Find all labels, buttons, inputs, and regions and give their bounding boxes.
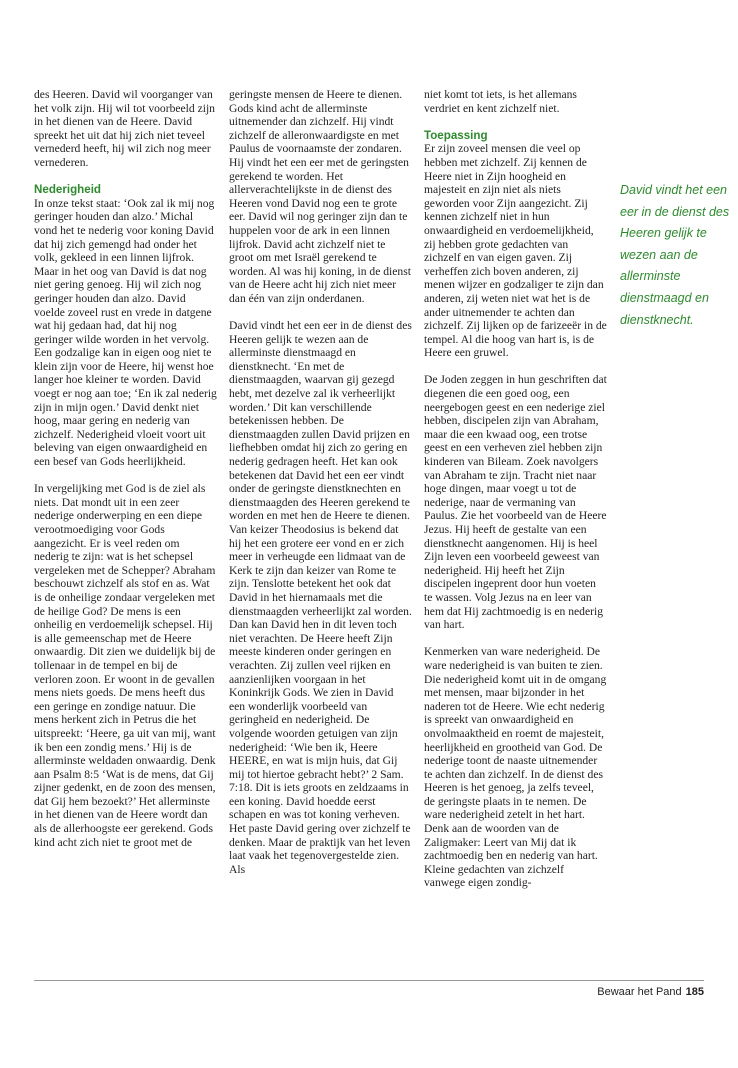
paragraph: des Heeren. David wil voorganger van het volk zijn. Hij wil tot voorbeeld zijn in het dienen van de Heere. David spreekt het uit dat hij zich niet teveel vernederd heeft, hij wil zich nog meer vernederen. xyxy=(34,88,215,169)
paragraph: In onze tekst staat: ‘Ook zal ik mij nog geringer houden dan alzo.’ Michal vond het te nederig voor koning David dat hij zich gemengd had onder het volk, gekleed in een linnen lijfrok. Maar in het oog van David is dat nog niet gering genoeg. Hij wil zich nog geringer houden dan alzo. David voelde zoveel rust en vrede in datgene wat hij gedaan had, dat hij nog geringer wilde worden in het vervolg. Een godzalige kan in eigen oog niet te klein zijn voor de Heere, hij wenst hoe langer hoe kleiner te worden. David voegt er nog aan toe; ‘En ik zal nederig zijn in mijn ogen.’ David denkt niet hoog, maar gering en nederig van zichzelf. Nederigheid vloeit voort uit beleving van eigen onwaardigheid en een besef van Gods heerlijkheid. xyxy=(34,196,217,469)
section-heading-nederigheid: Nederigheid xyxy=(34,183,101,197)
page-number: 185 xyxy=(685,986,704,998)
column-3 xyxy=(424,88,607,904)
paragraph: David vindt het een eer in de dienst des Heeren gelijk te wezen aan de allerminste dienstmaagd en dienstknecht. ‘En met de dienstmaagden, waarvan gij gezegd hebt, met dezelve zal ik verheerlijkt worden.’ Dit kan verschillende betekenissen hebben. De dienstmaagden zullen David prijzen en liefhebben omdat hij zich zo gering en nederig gedragen heeft. Het kan ook betekenen dat David het een eer vindt onder de geringste dienstknechten en dienstmaagden des Heeren gerekend te worden en met hen de Heere te dienen. Van keizer Theodosius is bekend dat hij het een grotere eer vond en er zich meer in verheugde een lidmaat van de Kerk te zijn dan keizer van Rome te zijn. Tenslotte betekent het ook dat David in het hiernamaals met die dienstmaagden verheerlijkt zal worden. Dan kan David hen in dit leven toch niet verachten. De Heere heeft Zijn meeste kinderen onder geringen en verachten. Zij zullen veel rijken en aanzienlijken voorgaan in het Koninkrijk Gods. We zien in David een wonderlijk voorbeeld van geringheid en nederigheid. De volgende woorden getuigen van zijn nederigheid: ‘Wie ben ik, Heere HEERE, en wat is mijn huis, dat Gij mij tot hiertoe gebracht hebt?’ 2 Sam. 7:18. Dit is iets groots en zeldzaams in een koning. David hoedde eerst schapen en was tot koning verheven. Het paste David gering over zichzelf te denken. Maar de praktijk van het leven laat vaak het tegenovergestelde zien. Als xyxy=(229,319,412,876)
paragraph: Kenmerken van ware nederigheid. De ware nederigheid is van buiten te zien. Die nederigheid komt uit in de omgang met mensen, maar bijzonder in het naderen tot de Heere. Wie echt nederig is spreekt van onwaardigheid en onvolmaaktheid en roemt de majesteit, heerlijkheid en grootheid van God. De nederige toont de naaste uitnemender te achten dan zichzelf. In de dienst des Heeren is het genoeg, ja zelfs teveel, de geringste plaats in te nemen. De ware nederigheid zetelt in het hart. Denk aan de woorden van de Zaligmaker: Leert van Mij dat ik zachtmoedig ben en nederig van hart. Kleine gedachten van zichzelf vanwege eigen zondig- xyxy=(424,645,607,890)
paragraph: Er zijn zoveel mensen die veel op hebben met zichzelf. Zij kennen de Heere niet in Zijn hoogheid en majesteit en zijn niet als niets geworden voor Zijn aangezicht. Zij kennen zichzelf niet in hun onwaardigheid en verdoemelijkheid, zij hebben grote gedachten van zichzelf en van eigen gaven. Zij verheffen zich boven anderen, zij menen wijzer en godzaliger te zijn dan anderen, zij weten niet wat het is de ander uitnemender te achten dan zichzelf. Zij lijken op de farizeeër in de tempel. Al die hoog van hart is, is de Heere een gruwel. xyxy=(424,142,607,360)
publication-title: Bewaar het Pand xyxy=(597,986,682,998)
pull-quote: David vindt het een eer in de dienst des Heeren gelijk te wezen aan de allerminste dienstmaagd en dienstknecht. xyxy=(620,183,730,327)
paragraph: niet komt tot iets, is het allemans verdriet en kent zichzelf niet. xyxy=(424,88,577,115)
column-2 xyxy=(229,88,412,890)
paragraph: In vergelijking met God is de ziel als niets. Dat mondt uit in een zeer nederige onderwerping en een diepe verootmoediging voor Gods aangezicht. Er is veel reden om nederig te zijn: wat is het schepsel vergeleken met de Schepper? Abraham beschouwt zichzelf als stof en as. Wat is de onheilige zondaar vergeleken met de heilige God? De mens is een onheilig en verdoemelijk schepsel. Hij is alle gemeenschap met de Heere onwaardig. Dit zien we duidelijk bij de tollenaar in de tempel en bij de verloren zoon. Er woont in de gevallen mens niets goeds. De mens heeft dus een geringe en zondige natuur. Die mens herkent zich in Petrus die het uitspreekt: ‘Heere, ga uit van mij, want ik ben een zondig mens.’ Hij is de allerminste weldaden onwaardig. Denk aan Psalm 8:5 ‘Wat is de mens, dat Gij zijner gedenkt, en de zoon des mensen, dat Gij hem bezoekt?’ Het allerminste in het dienen van de Heere wordt dan als de allerhoogste eer gerekend. Gods kind acht zich niet te groot met de xyxy=(34,482,216,849)
section-heading-toepassing: Toepassing xyxy=(424,128,488,142)
page-footer xyxy=(597,986,704,998)
footer-divider xyxy=(34,980,704,981)
paragraph: geringste mensen de Heere te dienen. Gods kind acht de allerminste uitnemender dan zichzelf. Hij vindt zichzelf de alleronwaardigste en met Paulus de voornaamste der zondaren. Hij vindt het een eer met de geringsten gerekend te worden. Het allerverachtelijkste in de dienst des Heeren vond David nog een te grote eer. David wil nog geringer zijn dan te huppelen voor de ark in een linnen lijfrok. David acht zichzelf niet te groot om met Israël gerekend te worden. Al was hij koning, in de dienst van de Heere acht hij zich niet meer dan één van zijn onderdanen. xyxy=(229,88,411,305)
column-1 xyxy=(34,88,217,863)
paragraph: De Joden zeggen in hun geschriften dat diegenen die een goed oog, een neergebogen geest en een nederige ziel hebben, discipelen zijn van Abraham, maar die een kwaad oog, een trotse geest en een verheven ziel hebben zijn kinderen van Bileam. Zoek navolgers van Abraham te zijn. Tracht niet naar hoge dingen, maar voegt u tot de nederige, naar de vermaning van Paulus. Zie het voorbeeld van de Heere Jezus. Hij heeft de gestalte van een dienstknecht aangenomen. Hij is heel Zijn leven een voorbeeld geweest van nederigheid. Hij heeft het Zijn discipelen ingeprent door hun voeten te wassen. Volg Jezus na en leer van hem dat Hij zachtmoedig is en nederig van hart. xyxy=(424,373,607,632)
